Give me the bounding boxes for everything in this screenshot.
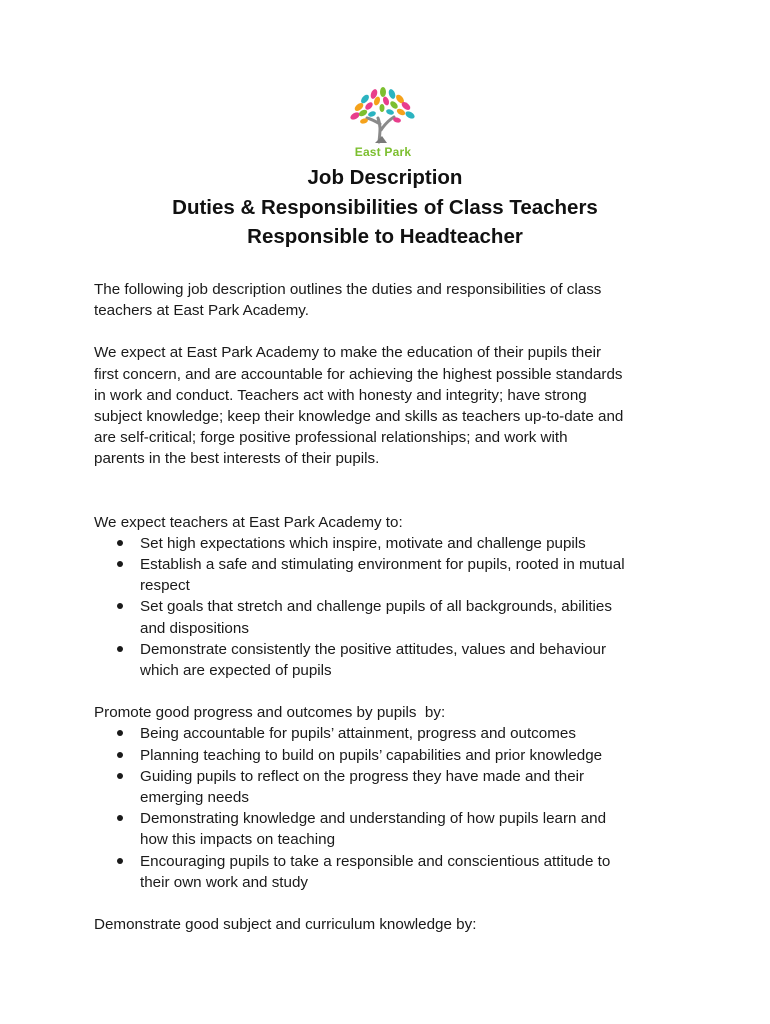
text-line: We expect at East Park Academy to make the education of their pupils their bbox=[94, 344, 602, 362]
text-line: Encouraging pupils to take a responsible and conscientious attitude to bbox=[140, 852, 611, 870]
list-item bbox=[94, 533, 694, 554]
document-titles bbox=[0, 163, 770, 252]
text-line: subject knowledge; keep their knowledge and skills as teachers up-to-date and bbox=[94, 408, 624, 426]
text-line: Demonstrating knowledge and understanding of how pupils learn and bbox=[140, 810, 607, 828]
list-item bbox=[94, 554, 694, 596]
text-line: and dispositions bbox=[140, 619, 249, 637]
title-duties: Duties & Responsibilities of Class Teachers bbox=[172, 195, 598, 219]
list-item bbox=[94, 639, 694, 681]
text-line: Set high expectations which inspire, motivate and challenge pupils bbox=[140, 534, 586, 552]
text-line: respect bbox=[140, 577, 190, 595]
title-responsible-to: Responsible to Headteacher bbox=[247, 225, 523, 248]
title-job-description: Job Description bbox=[307, 166, 463, 189]
text-line: The following job description outlines the duties and responsibilities of class bbox=[94, 281, 602, 298]
text-line: Planning teaching to build on pupils’ capabilities and prior knowledge bbox=[140, 746, 603, 764]
intro-paragraph bbox=[94, 279, 694, 321]
text-line: in work and conduct. Teachers act with honesty and integrity; have strong bbox=[94, 386, 587, 404]
text-line: Establish a safe and stimulating environment for pupils, rooted in mutual bbox=[140, 556, 625, 574]
text-line: emerging needs bbox=[140, 789, 249, 807]
list-item bbox=[94, 766, 694, 808]
text-line: parents in the best interests of their pupils. bbox=[94, 450, 380, 468]
section-heading: We expect teachers at East Park Academy to: bbox=[94, 513, 403, 531]
text-line: Being accountable for pupils’ attainment, progress and outcomes bbox=[140, 725, 576, 743]
bullet-list bbox=[94, 723, 694, 893]
list-item bbox=[94, 596, 694, 638]
list-item bbox=[94, 745, 694, 766]
tree-icon bbox=[345, 86, 421, 144]
expectations-paragraph bbox=[94, 342, 694, 469]
text-line: are self-critical; forge positive professional relationships; and work with bbox=[94, 429, 568, 447]
list-item bbox=[94, 723, 694, 744]
section-heading: Demonstrate good subject and curriculum knowledge by: bbox=[94, 916, 477, 934]
text-line: which are expected of pupils bbox=[140, 662, 332, 680]
text-line: Demonstrate consistently the positive attitudes, values and behaviour bbox=[140, 640, 607, 658]
bullet-list bbox=[94, 533, 694, 681]
text-line: how this impacts on teaching bbox=[140, 831, 336, 849]
text-line: Guiding pupils to reflect on the progress they have made and their bbox=[140, 767, 585, 785]
text-line: their own work and study bbox=[140, 873, 308, 891]
text-line: first concern, and are accountable for achieving the highest possible standards bbox=[94, 365, 623, 383]
document-body bbox=[94, 279, 694, 935]
text-line: Set goals that stretch and challenge pupils of all backgrounds, abilities bbox=[140, 598, 612, 616]
text-line: teachers at East Park Academy. bbox=[94, 302, 309, 320]
section-heading: Promote good progress and outcomes by pupils by: bbox=[94, 704, 446, 722]
east-park-logo bbox=[345, 86, 421, 166]
logo-text: East Park bbox=[354, 145, 412, 159]
list-item bbox=[94, 808, 694, 850]
list-item bbox=[94, 851, 694, 893]
